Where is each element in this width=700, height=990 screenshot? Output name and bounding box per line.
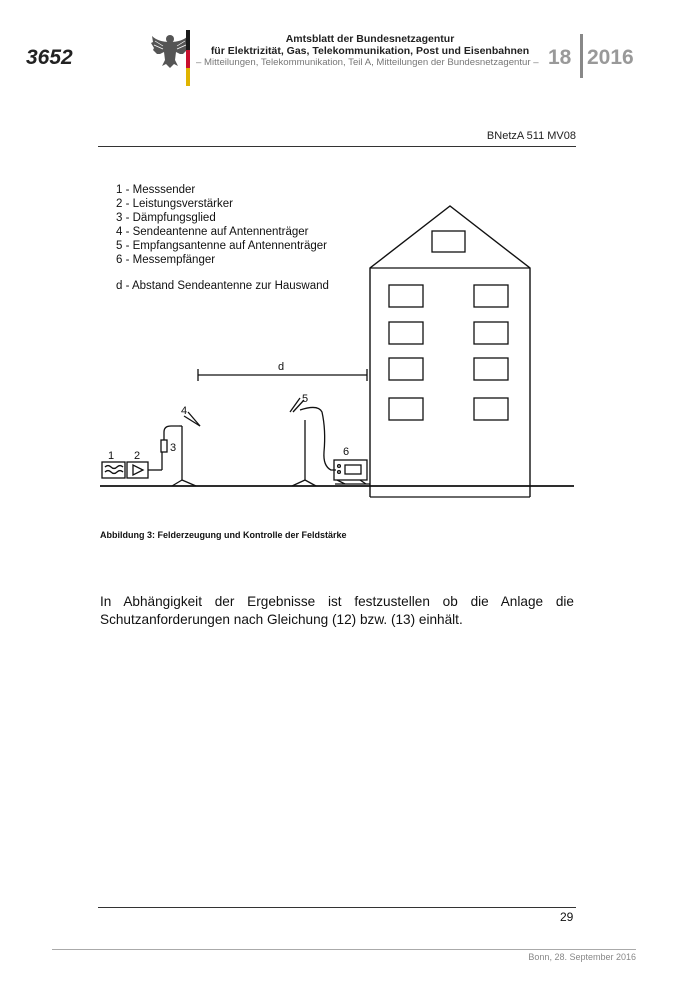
measurement-receiver [334, 460, 370, 484]
journal-subtitle: – Mitteilungen, Telekommunikation, Teil A, Mitteilungen der Bundesnetzagentur – [196, 57, 539, 68]
label-1: 1 [108, 450, 115, 462]
flag-bar-gold [186, 68, 190, 86]
journal-title-line2: für Elektrizität, Gas, Telekommunikation, Post und Eisenbahnen [210, 45, 530, 57]
legend-item-4: 4 - Sendeantenne auf Antennenträger [116, 226, 309, 238]
legend-item-5: 5 - Empfangsantenne auf Antennenträger [116, 240, 327, 252]
power-amplifier [127, 462, 162, 478]
footer-rule [52, 949, 636, 950]
transmit-antenna [172, 412, 200, 486]
label-3: 3 [170, 442, 177, 454]
label-2: 2 [134, 450, 141, 462]
figure-caption: Abbildung 3: Felderzeugung und Kontrolle der Feldstärke [100, 530, 347, 540]
label-6: 6 [343, 446, 350, 458]
receive-antenna [290, 398, 336, 486]
footer-date: Bonn, 28. September 2016 [528, 952, 636, 962]
distance-note: d - Abstand Sendeantenne zur Hauswand [116, 280, 329, 292]
issue-divider [580, 34, 583, 78]
top-rule [98, 146, 576, 147]
body-paragraph: In Abhängigkeit der Ergebnisse ist festzustellen ob die Anlage die Schutzanforderungen nach Gleichung (12) bzw. (13) einhält. [100, 594, 574, 627]
label-d: d [278, 361, 285, 373]
page-number: 3652 [26, 46, 73, 69]
bottom-rule [98, 907, 576, 908]
building [370, 206, 530, 497]
document-reference: BNetzA 511 MV08 [486, 130, 576, 142]
legend-item-2: 2 - Leistungsverstärker [116, 198, 233, 210]
legend-item-1: 1 - Messsender [116, 184, 196, 196]
journal-title-line1: Amtsblatt der Bundesnetzagentur [285, 33, 455, 45]
label-5: 5 [302, 393, 309, 405]
issue-number: 18 [548, 46, 572, 69]
issue-year: 2016 [587, 46, 634, 69]
federal-eagle-icon [150, 30, 190, 70]
legend-item-3: 3 - Dämpfungsglied [116, 212, 216, 224]
label-4: 4 [181, 405, 188, 417]
measurement-setup-figure [0, 170, 700, 510]
signal-generator [102, 462, 125, 478]
document-page-number: 29 [560, 910, 574, 924]
flag-bar-red [186, 50, 190, 68]
legend-item-6: 6 - Messempfänger [116, 254, 216, 266]
